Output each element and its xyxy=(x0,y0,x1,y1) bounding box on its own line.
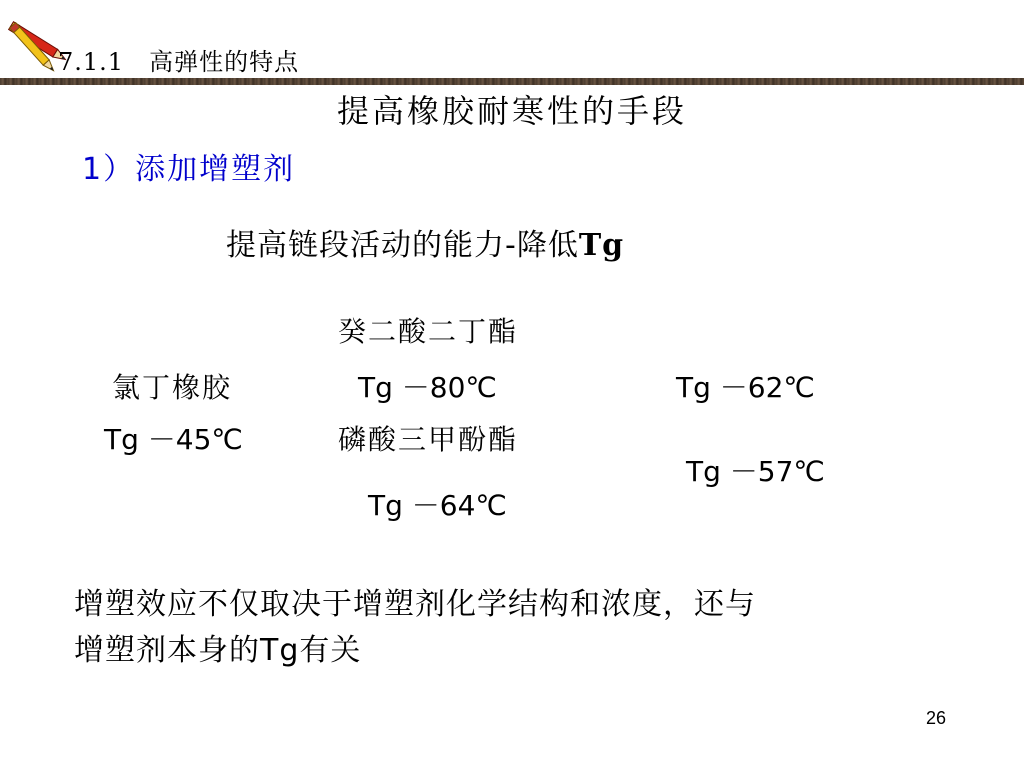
rubber-tg: Tg －45℃ xyxy=(104,423,243,456)
slide-title: 提高橡胶耐寒性的手段 xyxy=(336,92,687,130)
subtitle-tg: Tg xyxy=(578,228,625,263)
page-number: 26 xyxy=(926,708,947,728)
mixture-tg: Tg －57℃ xyxy=(686,455,825,488)
plasticizer-tg: Tg －64℃ xyxy=(368,489,507,522)
mixture-tg: Tg －62℃ xyxy=(676,371,815,404)
subtitle xyxy=(226,220,624,264)
plasticizer-tg: Tg －80℃ xyxy=(358,371,497,404)
plasticizer-name: 磷酸三甲酚酯 xyxy=(338,423,519,456)
conclusion xyxy=(74,582,756,674)
subtitle-text: 提高链段活动的能力-降低 xyxy=(226,228,579,263)
header-divider xyxy=(0,78,1024,85)
plasticizer-name: 癸二酸二丁酯 xyxy=(338,315,519,348)
section-heading: 1）添加增塑剂 xyxy=(82,152,296,187)
conclusion-line: 增塑剂本身的Tg有关 xyxy=(74,633,362,668)
header-title: 7.1.1 高弹性的特点 xyxy=(58,48,300,76)
rubber-name: 氯丁橡胶 xyxy=(112,371,233,404)
conclusion-line: 增塑效应不仅取决于增塑剂化学结构和浓度，还与 xyxy=(74,587,756,622)
